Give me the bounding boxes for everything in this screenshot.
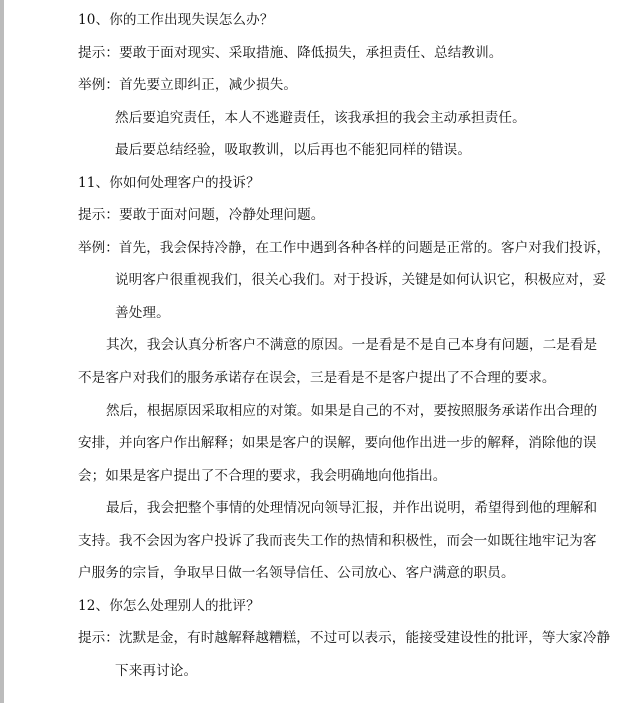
example-line-q11-3: 善处理。 — [115, 304, 170, 321]
document-text-body — [78, 4, 611, 687]
paragraph-then-line-1: 然后，根据原因采取相应的对策。如果是自己的不对，要按照服务承诺作出合理的 — [106, 402, 598, 419]
tip-line-q11: 提示：要敢于面对问题，冷静处理问题。 — [78, 207, 325, 224]
tip-line-q12-2: 下来再讨论。 — [115, 662, 198, 679]
paragraph-finally-line-3: 户服务的宗旨，争取早日做一名领导信任、公司放心、客户满意的职员。 — [78, 565, 515, 582]
question-heading-11: 11、你如何处理客户的投诉？ — [78, 174, 260, 191]
question-heading-12: 12、你怎么处理别人的批评？ — [78, 597, 260, 614]
example-line-q10-third: 最后要总结经验，吸取教训，以后再也不能犯同样的错误。 — [115, 142, 472, 159]
example-line-q10-second: 然后要追究责任，本人不逃避责任，该我承担的我会主动承担责任。 — [115, 109, 526, 126]
example-line-q11-1: 举例：首先，我会保持冷静，在工作中遇到各种各样的问题是正常的。客户对我们投诉， — [78, 239, 611, 256]
paragraph-then-line-3: 会；如果是客户提出了不合理的要求，我会明确地向他指出。 — [78, 467, 447, 484]
paragraph-finally-line-1: 最后，我会把整个事情的处理情况向领导汇报，并作出说明，希望得到他的理解和 — [106, 500, 598, 517]
example-line-q11-2: 说明客户很重视我们，很关心我们。对于投诉，关键是如何认识它，积极应对，妥 — [115, 272, 607, 289]
tip-line-q10: 提示：要敢于面对现实、采取措施、降低损失，承担责任、总结教训。 — [78, 44, 503, 61]
paragraph-then-line-2: 安排，并向客户作出解释；如果是客户的误解，要向他作出进一步的解释，消除他的误 — [78, 435, 597, 452]
paragraph-secondly-line-1: 其次，我会认真分析客户不满意的原因。一是看是不是自己本身有问题，二是看是 — [106, 337, 598, 354]
question-heading-10: 10、你的工作出现失误怎么办？ — [78, 12, 274, 28]
example-line-q10-first: 举例：首先要立即纠正，减少损失。 — [78, 77, 298, 94]
paragraph-finally-line-2: 支持。我不会因为客户投诉了我而丧失工作的热情和积极性，而会一如既往地牢记为客 — [78, 532, 597, 549]
paragraph-secondly-line-2: 不是客户对我们的服务承诺存在误会，三是看是不是客户提出了不合理的要求。 — [78, 370, 556, 387]
page-left-edge-strip — [0, 0, 4, 703]
tip-line-q12-1: 提示：沈默是金，有时越解释越糟糕，不过可以表示，能接受建设性的批评，等大家冷静 — [78, 630, 611, 647]
